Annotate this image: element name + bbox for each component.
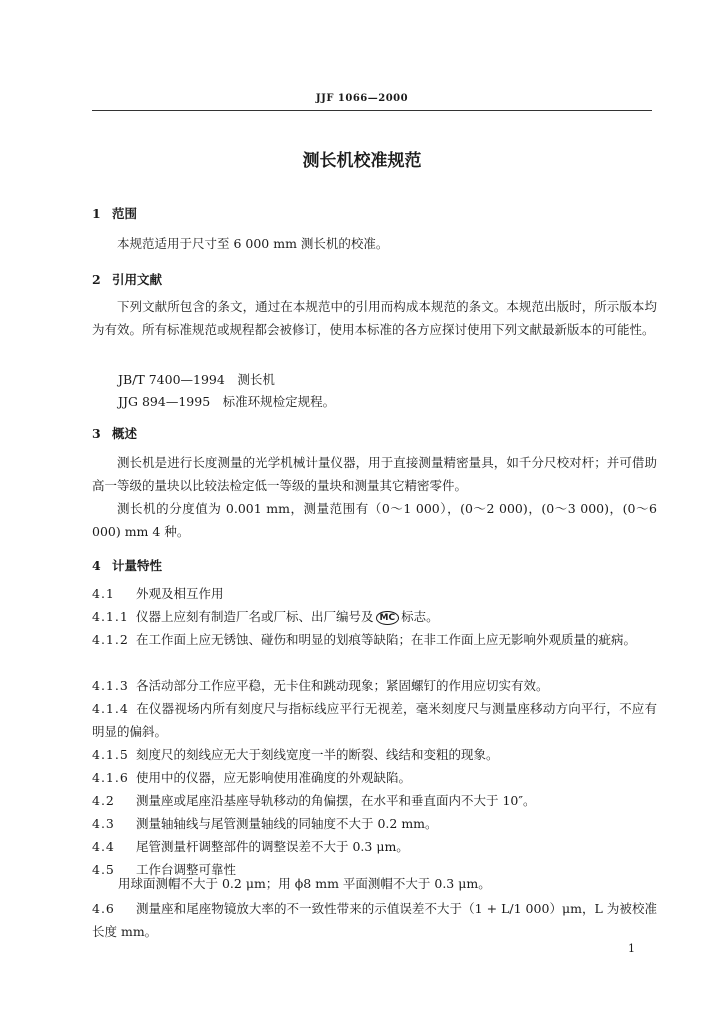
section-2-text: 下列文献所包含的条文，通过在本规范中的引用而构成本规范的条文。本规范出版时，所示版本均为有效。所有标准规范或规程都会被修订，使用本标准的各方应探讨使用下列文献最新版本的可能性。 bbox=[92, 299, 657, 337]
section-1-text: 本规范适用于尺寸至 6 000 mm 测长机的校准。 bbox=[117, 236, 389, 251]
clause-4-5-detail: 用球面测帽不大于 0.2 μm；用 ϕ8 mm 平面测帽不大于 0.3 μm。 bbox=[118, 876, 491, 891]
section-3-text-2: 测长机的分度值为 0.001 mm，测量范围有（0～1 000），(0～2 000)，(0～3 000)，(0～6 000) mm 4 种。 bbox=[92, 501, 657, 539]
mc-mark-icon: MC bbox=[376, 611, 400, 625]
reference-item: JJG 894—1995 标准环规检定规程。 bbox=[118, 394, 336, 409]
section-2-heading: 2 引用文献 bbox=[92, 272, 163, 287]
page-number: 1 bbox=[628, 942, 635, 955]
page-title: 测长机校准规范 bbox=[302, 151, 422, 171]
section-3-text: 测长机是进行长度测量的光学机械计量仪器，用于直接测量精密量具，如千分尺校对杆；并可借助高一等级的量块以比较法检定低一等级的量块和测量其它精密零件。 bbox=[92, 455, 657, 493]
clause-4-3: 4.3 测量轴轴线与尾管测量轴线的同轴度不大于 0.2 mm。 bbox=[92, 816, 438, 831]
clause-4-4: 4.4 尾管测量杆调整部件的调整误差不大于 0.3 μm。 bbox=[92, 839, 409, 854]
clause-4-1-5: 4.1.5 刻度尺的刻线应无大于刻线宽度一半的断裂、线结和变粗的现象。 bbox=[92, 747, 499, 762]
clause-4-6: 4.6 测量座和尾座物镜放大率的不一致性带来的示值误差不大于（1 + L/1 000）μm，L 为被校准长度 mm。 bbox=[92, 901, 657, 939]
clause-4-2: 4.2 测量座或尾座沿基座导轨移动的角偏摆，在水平和垂直面内不大于 10″。 bbox=[92, 793, 536, 808]
reference-item: JB/T 7400—1994 测长机 bbox=[118, 372, 275, 387]
clause-4-1-1: 4.1.1 仪器上应刻有制造厂名或厂标、出厂编号及 MC 标志。 bbox=[92, 609, 439, 624]
clause-4-1: 4.1 外观及相互作用 bbox=[92, 586, 224, 601]
section-1-heading: 1 范围 bbox=[92, 206, 138, 221]
section-3-heading: 3 概述 bbox=[92, 426, 138, 441]
clause-4-1-6: 4.1.6 使用中的仪器，应无影响使用准确度的外观缺陷。 bbox=[92, 770, 412, 785]
section-4-heading: 4 计量特性 bbox=[92, 558, 163, 573]
clause-4-5: 4.5 工作台调整可靠性 bbox=[92, 862, 237, 877]
header-rule bbox=[92, 110, 652, 111]
clause-4-1-4: 4.1.4 在仪器视场内所有刻度尺与指标线应平行无视差，毫米刻度尺与测量座移动方向平行，不应有明显的偏斜。 bbox=[92, 701, 657, 739]
clause-4-1-2: 4.1.2 在工作面上应无锈蚀、碰伤和明显的划痕等缺陷；在非工作面上应无影响外观质量的疵病。 bbox=[92, 632, 637, 647]
document-code-header: JJF 1066—2000 bbox=[315, 93, 409, 104]
clause-4-1-3: 4.1.3 各活动部分工作应平稳，无卡住和跳动现象；紧固螺钉的作用应切实有效。 bbox=[92, 678, 549, 693]
